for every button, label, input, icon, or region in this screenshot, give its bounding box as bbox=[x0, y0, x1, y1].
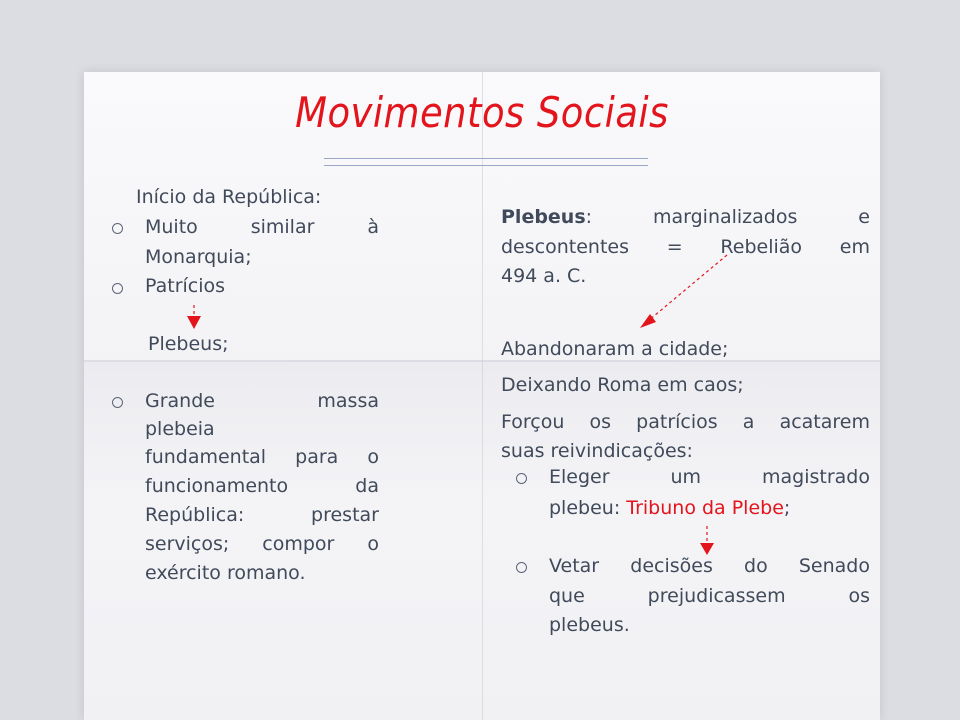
right-bullet-4-line2: suas reivindicações: bbox=[501, 440, 693, 462]
left-sub3-line6: serviços; compor o bbox=[145, 533, 379, 555]
arrow-patricios-to-plebeus bbox=[187, 305, 201, 329]
right-sub2-line2: que prejudicassem os bbox=[549, 585, 870, 607]
left-sub1-line1: Muito similar à bbox=[145, 216, 379, 238]
right-bullet-2: Abandonaram a cidade; bbox=[501, 338, 729, 360]
left-sub2: Patrícios bbox=[145, 275, 226, 297]
left-plebeus: Plebeus; bbox=[148, 333, 229, 355]
plebeus-bold-label: Plebeus bbox=[501, 206, 586, 228]
right-bullet-4-line1: Forçou os patrícios a acatarem bbox=[501, 411, 870, 433]
sub1-suffix: ; bbox=[783, 497, 791, 519]
sub1-prefix: plebeu: bbox=[549, 497, 627, 519]
left-sub3-line2: plebeia bbox=[145, 418, 215, 440]
left-sub3-line5: República: prestar bbox=[145, 504, 379, 526]
left-sub1-line2: Monarquia; bbox=[145, 246, 252, 268]
right-bullet-3: Deixando Roma em caos; bbox=[501, 374, 744, 396]
arrow-tribuno-to-vetar bbox=[700, 526, 714, 555]
tribuno-da-plebe-highlight: Tribuno da Plebe bbox=[626, 497, 784, 519]
arrow-rebeliao-to-abandonaram bbox=[640, 255, 727, 328]
left-sub3-line7: exército romano. bbox=[145, 562, 306, 584]
right-sub2-line1: Vetar decisões do Senado bbox=[549, 555, 870, 577]
right-plebeus-line2: descontentes = Rebelião em bbox=[501, 236, 870, 258]
right-plebeus-line3: 494 a. C. bbox=[501, 265, 587, 287]
plebeus-line1-rest: : marginalizados e bbox=[585, 206, 870, 228]
right-sub1-line1: Eleger um magistrado bbox=[549, 466, 870, 488]
right-sub2-line3: plebeus. bbox=[549, 614, 630, 636]
left-sub3-line1: Grande massa bbox=[145, 390, 379, 412]
left-heading: Início da República: bbox=[136, 186, 322, 208]
slide-title: Movimentos Sociais bbox=[295, 88, 669, 137]
left-sub3-line4: funcionamento da bbox=[145, 475, 379, 497]
left-sub3-line3: fundamental para o bbox=[145, 446, 379, 468]
